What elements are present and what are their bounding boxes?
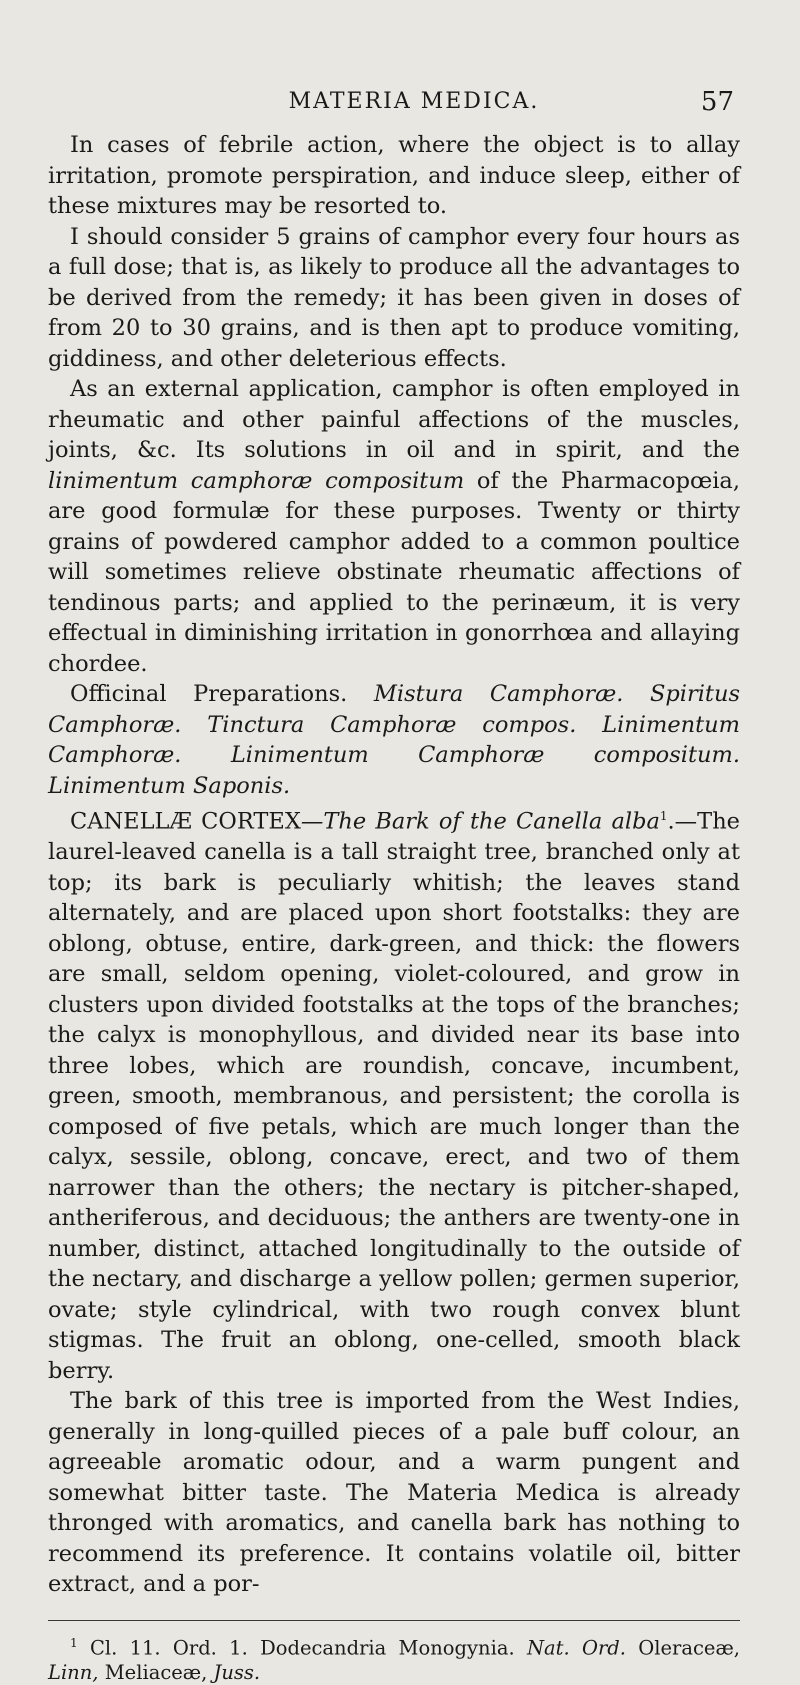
paragraph-canella-description	[48, 801, 740, 1386]
italic-term: linimentum camphoræ compositum	[48, 468, 464, 494]
paragraph-external-application	[48, 374, 740, 679]
paragraph-text: of the Pharmacopœia, are good formulæ for these purposes. Twenty or thirty grains of powdered camphor added to a common poultice will sometimes relieve obstinate rheumatic affections of tendinous parts; and applied to the perinæum, it is very effectual in diminishing irritation in gonorrhœa and allaying chordee.	[48, 468, 740, 677]
footnote-reference: 1	[660, 809, 668, 823]
footnote-divider	[48, 1620, 740, 1621]
paragraph-text: As an external application, camphor is often employed in rheumatic and other painful affections of the muscles, joints, &c. Its solutions in oil and in spirit, and the	[48, 376, 740, 463]
footnote-mark: 1	[70, 1636, 78, 1650]
page-number: 57	[701, 82, 734, 122]
paragraph-officinal-preparations	[48, 679, 740, 801]
footnote-classification: Cl. 11. Ord. 1. Dodecandria Monogynia.	[90, 1636, 515, 1659]
footnote-order: Oleraceæ,	[638, 1636, 740, 1659]
body-text	[48, 130, 740, 1600]
book-page	[0, 82, 800, 1500]
paragraph-dose: I should consider 5 grains of camphor every four hours as a full dose; that is, as likely to produce all the advantages to be derived from the remedy; it has been given in doses of from 20 to 30 grains, and is then apt to produce vomiting, giddiness, and other deleterious effects.	[48, 222, 740, 375]
section-heading-italic: —The Bark of the Canella alba	[301, 809, 660, 835]
section-heading: CANELLÆ CORTEX	[70, 809, 301, 835]
officinal-lead: Officinal Preparations.	[70, 681, 347, 707]
paragraph-bark-import: The bark of this tree is imported from the West Indies, generally in long-quilled pieces of a pale buff colour, an agreeable aromatic odour, and a warm pungent and somewhat bitter taste. The Materia Medica is already thronged with aromatics, and canella bark has nothing to recommend its preference. It contains volatile oil, bitter extract, and a por-	[48, 1386, 740, 1600]
paragraph-febrile-action: In cases of febrile action, where the object is to allay irritation, promote perspiration, and induce sleep, either of these mixtures may be resorted to.	[48, 130, 740, 222]
running-header	[48, 82, 740, 122]
footnote-nat-ord: Nat. Ord.	[527, 1636, 626, 1659]
footnote-linn: Linn,	[48, 1661, 99, 1684]
footnote	[48, 1631, 740, 1685]
footnote-meliaceae: Meliaceæ,	[105, 1661, 208, 1684]
footnote-juss: Juss.	[214, 1661, 261, 1684]
officinal-items: Mistura Camphoræ. Spiritus Camphoræ. Tinctura Camphoræ compos. Linimentum Camphoræ. Linimentum Camphoræ compositum. Linimentum Saponis.	[48, 681, 740, 799]
running-title: MATERIA MEDICA.	[249, 82, 540, 122]
paragraph-text: .—The laurel-leaved canella is a tall straight tree, branched only at top; its bark is peculiarly whitish; the leaves stand alternately, and are placed upon short footstalks: they are oblong, obtuse, entire, dark-green, and thick: the flowers are small, seldom opening, violet-coloured, and grow in clusters upon divided footstalks at the tops of the branches; the calyx is monophyllous, and divided near its base into three lobes, which are roundish, concave, incumbent, green, smooth, membranous, and persistent; the corolla is composed of five petals, which are much longer than the calyx, sessile, oblong, concave, erect, and two of them narrower than the others; the nectary is pitcher-shaped, antheriferous, and deciduous; the anthers are twenty-one in number, distinct, attached longitudinally to the outside of the nectary, and discharge a yellow pollen; germen superior, ovate; style cylindrical, with two rough convex blunt stigmas. The fruit an oblong, one-celled, smooth black berry.	[48, 809, 740, 1384]
